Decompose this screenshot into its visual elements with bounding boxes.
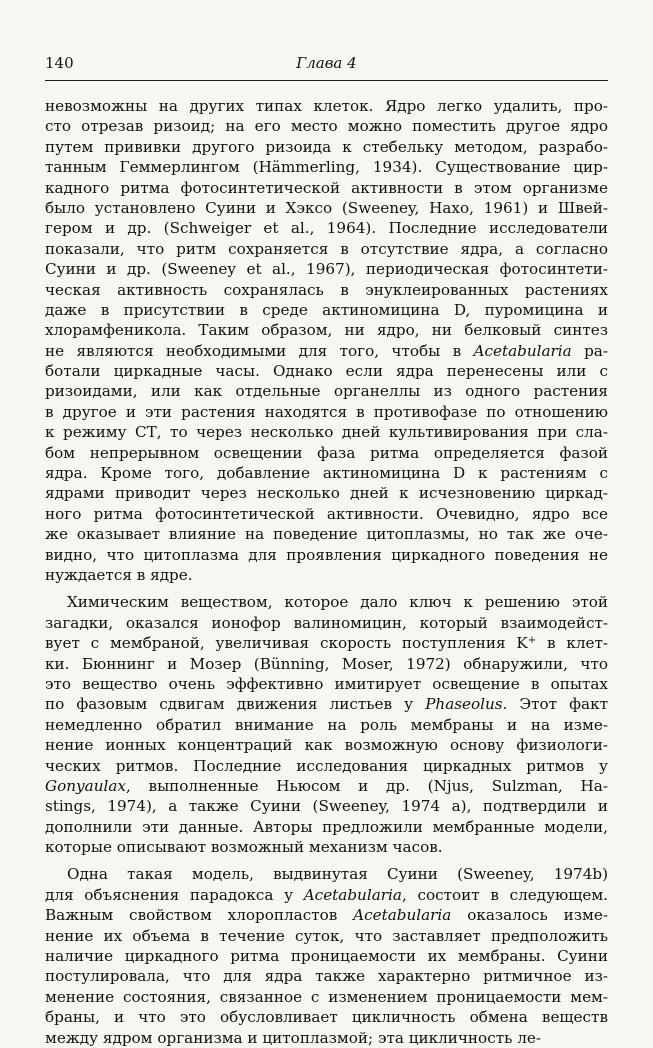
page-header [45,54,608,78]
text-line: Важным свойством хлоропластов Acetabularia оказалось изме- [45,906,608,925]
text-line: дополнили эти данные. Авторы предложили мембранные модели, [45,817,608,836]
text-line: танным Геммерлингом (Hämmerling, 1934). Существование цир- [45,158,608,177]
running-title: Глава 4 [296,54,357,72]
text-line: к режиму СТ, то через несколько дней культивирования при сла- [45,423,608,442]
paragraph-gap [45,857,608,864]
text-line: которые описывают возможный механизм часов. [45,838,443,857]
paragraph [45,592,608,857]
paragraph [45,96,608,585]
text-line: ки. Бюннинг и Мозер (Bünning, Moser, 1972) обнаружили, что [45,654,608,673]
text-line: было установлено Суини и Хэксо (Sweeney, Haxo, 1961) и Швей- [45,198,608,217]
text-line: в другое и эти растения находятся в противофазе по отношению [45,402,608,421]
text-line: показали, что ритм сохраняется в отсутствие ядра, а согласно [45,239,608,258]
text-line: даже в присутствии в среде актиномицина D, пуромицина и [45,300,608,319]
text-line: ризоидами, или как отдельные органеллы из одного растения [45,382,608,401]
text-line: нуждается в ядре. [45,565,193,584]
text-line: не являются необходимыми для того, чтобы в Acetabularia ра- [45,341,608,360]
body-text [45,96,608,1048]
text-line: нение ионных концентраций как возможную основу физиологи- [45,736,608,755]
text-line: ядрами приводит через несколько дней к исчезновению циркад- [45,484,608,503]
paragraph [45,864,608,1048]
text-line: хлорамфеникола. Таким образом, ни ядро, ни белковый синтез [45,321,608,340]
text-line: же оказывает влияние на поведение цитоплазмы, но так же оче- [45,525,608,544]
text-line: для объяснения парадокса у Acetabularia, состоит в следующем. [45,885,608,904]
text-line: кадного ритма фотосинтетической активности в этом организме [45,178,608,197]
text-line: сто отрезав ризоид; на его место можно поместить другое ядро [45,117,608,136]
text-line: stings, 1974), а также Суини (Sweeney, 1974 a), подтвердили и [45,797,608,816]
text-line: Химическим веществом, которое дало ключ к решению этой [67,593,608,612]
text-line: невозможны на других типах клеток. Ядро легко удалить, про- [45,97,608,115]
header-rule [45,80,608,81]
text-line: загадки, оказался ионофор валиномицин, который взаимодейст- [45,613,608,632]
text-line: по фазовым сдвигам движения листьев у Phaseolus. Этот факт [45,695,609,714]
text-line: немедленно обратил внимание на роль мембраны и на изме- [45,715,608,734]
paragraph-gap [45,585,608,592]
text-line: ядра. Кроме того, добавление актиномицина D к растениям с [45,464,608,483]
text-line: Gonyaulax, выполненные Ньюсом и др. (Njus, Sulzman, Ha- [45,776,608,795]
page-number: 140 [45,54,74,72]
text-line: Одна такая модель, выдвинутая Суини (Sweeney, 1974b) [67,865,608,884]
text-line: нение их объема в течение суток, что заставляет предположить [45,926,608,945]
text-line: менение состояния, связанное с изменением проницаемости мем- [45,987,608,1006]
text-line: ческая активность сохранялась в энуклеированных растениях [45,280,608,299]
text-line: вует с мембраной, увеличивая скорость поступления K+ в клет- [45,634,608,653]
text-line: путем прививки другого ризоида к стебельку методом, разрабо- [45,137,608,156]
text-line: это вещество очень эффективно имитирует освещение в опытах [45,674,608,693]
text-line: браны, и что это обусловливает цикличность обмена веществ [45,1008,608,1027]
text-line: постулировала, что для ядра также характерно ритмичное из- [45,967,608,986]
text-line: наличие циркадного ритма проницаемости их мембраны. Суини [45,947,608,966]
text-line: ботали циркадные часы. Однако если ядра перенесены или с [45,362,608,381]
text-line: гером и др. (Schweiger et al., 1964). Последние исследователи [45,219,608,238]
text-line: бом непрерывном освещении фаза ритма определяется фазой [45,443,608,462]
text-line: видно, что цитоплазма для проявления циркадного поведения не [45,545,608,564]
text-line: ческих ритмов. Последние исследования циркадных ритмов у [45,756,608,775]
text-line: между ядром организма и цитоплазмой; эта цикличность ле- [45,1028,541,1047]
text-line: ного ритма фотосинтетической активности. Очевидно, ядро все [45,504,608,523]
text-line: Суини и др. (Sweeney et al., 1967), периодическая фотосинтети- [45,260,608,279]
